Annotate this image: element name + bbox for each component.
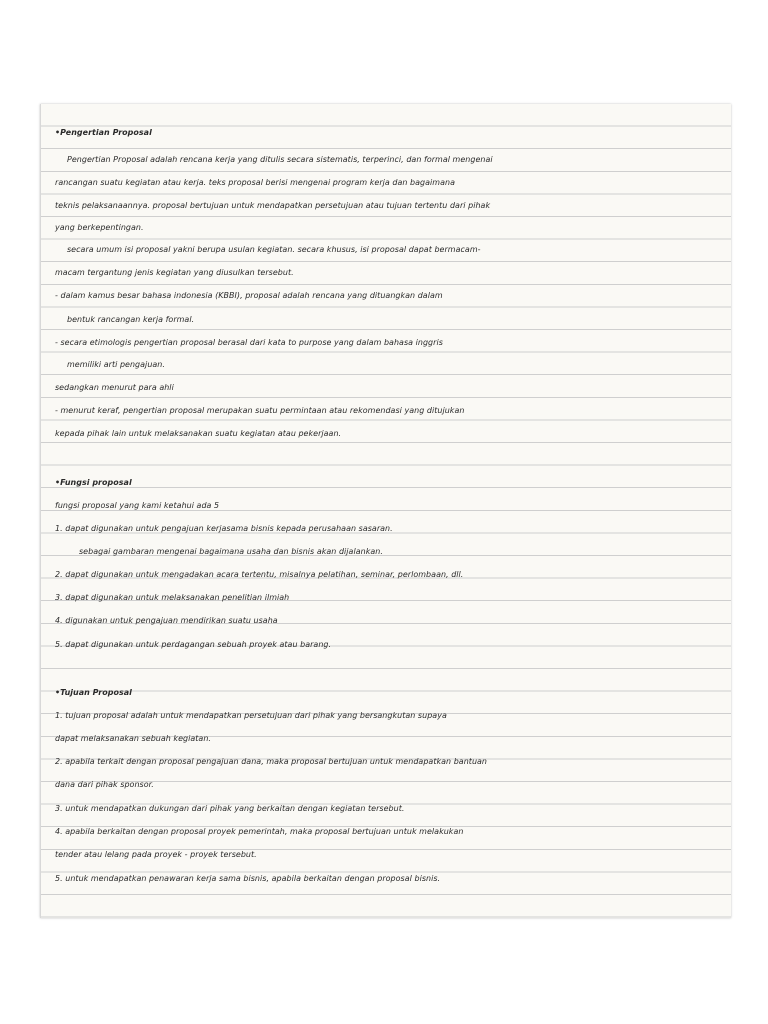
text-line: 4. apabila berkaitan dengan proposal proyek pemerintah, maka proposal bertujuan untuk melakukan <box>55 827 464 836</box>
text-line: bentuk rancangan kerja formal. <box>67 315 195 324</box>
section-heading-fungsi: •Fungsi proposal <box>55 478 132 487</box>
text-line: 5. dapat digunakan untuk perdagangan sebuah proyek atau barang. <box>55 640 332 649</box>
text-line: 4. digunakan untuk pengajuan mendirikan suatu usaha <box>55 616 278 625</box>
text-line: macam tergantung jenis kegiatan yang diusulkan tersebut. <box>55 268 294 277</box>
text-line: 1. tujuan proposal adalah untuk mendapatkan persetujuan dari pihak yang bersangkutan supaya <box>55 711 447 720</box>
text-line: 3. untuk mendapatkan dukungan dari pihak yang berkaitan dengan kegiatan tersebut. <box>55 804 405 813</box>
text-line: - menurut keraf, pengertian proposal merupakan suatu permintaan atau rekomendasi yang ditujukan <box>55 406 465 415</box>
text-line: sebagai gambaran mengenai bagaimana usaha dan bisnis akan dijalankan. <box>79 547 383 556</box>
text-line: Pengertian Proposal adalah rencana kerja yang ditulis secara sistematis, terperinci, dan formal mengenai <box>67 155 493 164</box>
section-heading-pengertian: •Pengertian Proposal <box>55 128 152 137</box>
text-line: 3. dapat digunakan untuk melaksanakan penelitian ilmiah <box>55 593 290 602</box>
notebook-page <box>40 104 731 918</box>
section-heading-tujuan: •Tujuan Proposal <box>55 688 132 697</box>
text-line: yang berkepentingan. <box>55 223 144 232</box>
text-line: memiliki arti pengajuan. <box>67 360 165 369</box>
text-line: rancangan suatu kegiatan atau kerja. teks proposal berisi mengenai program kerja dan bagaimana <box>55 178 455 187</box>
text-line: 5. untuk mendapatkan penawaran kerja sama bisnis, apabila berkaitan dengan proposal bisnis. <box>55 874 441 883</box>
text-line: kepada pihak lain untuk melaksanakan suatu kegiatan atau pekerjaan. <box>55 429 342 438</box>
text-line: secara umum isi proposal yakni berupa usulan kegiatan. secara khusus, isi proposal dapat bermacam- <box>67 245 481 254</box>
text-line: tender atau lelang pada proyek - proyek tersebut. <box>55 850 257 859</box>
text-line: dana dari pihak sponsor. <box>55 780 154 789</box>
text-line: - secara etimologis pengertian proposal berasal dari kata to purpose yang dalam bahasa inggris <box>55 338 443 347</box>
text-line: teknis pelaksanaannya. proposal bertujuan untuk mendapatkan persetujuan atau tujuan tertentu dari pihak <box>55 201 491 210</box>
text-line: 2. dapat digunakan untuk mengadakan acara tertentu, misalnya pelatihan, seminar, perlombaan, dll. <box>55 570 464 579</box>
text-line: fungsi proposal yang kami ketahui ada 5 <box>55 501 220 510</box>
text-line: 2. apabila terkait dengan proposal pengajuan dana, maka proposal bertujuan untuk mendapatkan bantuan <box>55 757 488 766</box>
text-line: sedangkan menurut para ahli <box>55 383 174 392</box>
text-line: dapat melaksanakan sebuah kegiatan. <box>55 734 212 743</box>
text-line: - dalam kamus besar bahasa indonesia (KBBI), proposal adalah rencana yang dituangkan dalam <box>55 291 443 300</box>
text-line: 1. dapat digunakan untuk pengajuan kerjasama bisnis kepada perusahaan sasaran. <box>55 524 393 533</box>
